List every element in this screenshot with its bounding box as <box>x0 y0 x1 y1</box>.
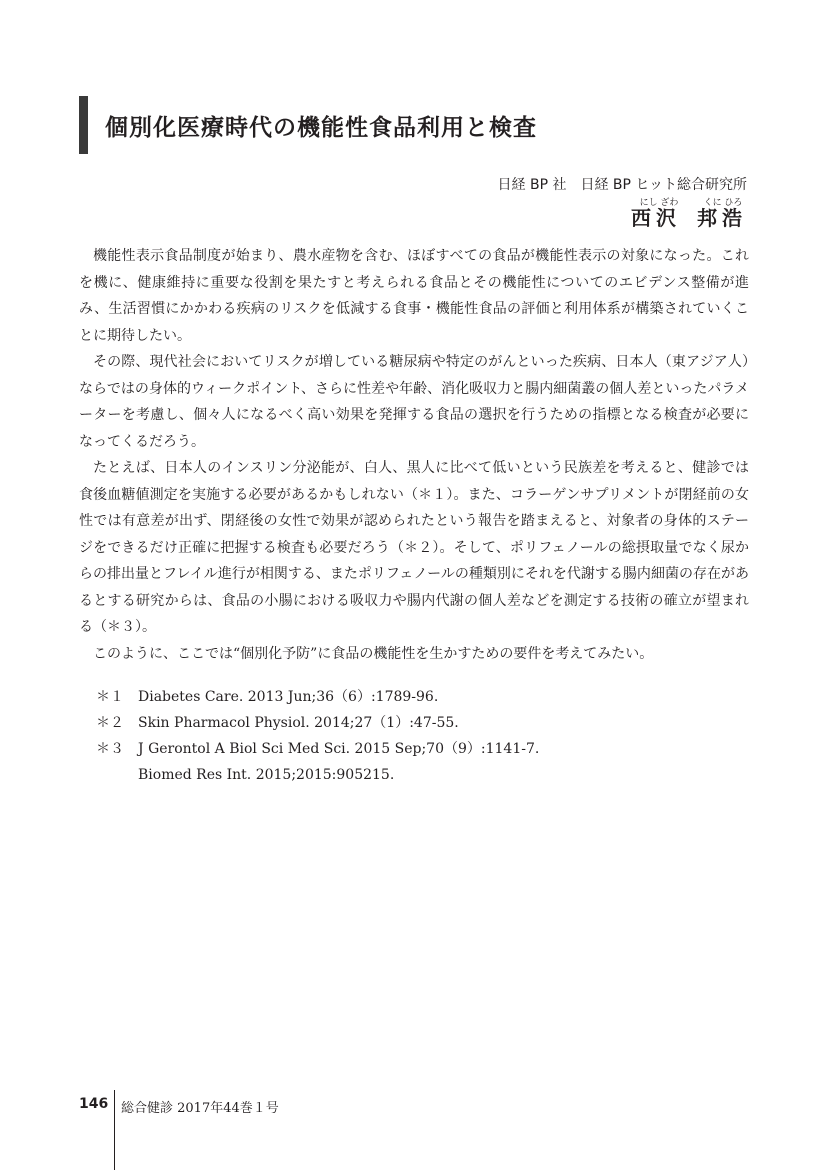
reference-mark: ＊２ <box>96 715 124 731</box>
family-name-ruby: にし ざわ <box>639 198 679 208</box>
reference-item <box>96 684 539 710</box>
given-name-ruby: くに ひろ <box>703 198 743 208</box>
reference-text: Diabetes Care. 2013 Jun;36（6）:1789-96. <box>138 689 439 705</box>
reference-list <box>96 684 539 788</box>
reference-item <box>96 710 539 736</box>
reference-mark: ＊１ <box>96 689 124 705</box>
reference-item <box>96 762 539 788</box>
footer-divider <box>114 1090 115 1170</box>
journal-citation: 総合健診 2017年44巻１号 <box>121 1101 279 1116</box>
paragraph: 機能性表示食品制度が始まり、農水産物を含む、ほぼすべての食品が機能性表示の対象になった。これを機に、健康維持に重要な役割を果たすと考えられる食品とその機能性についてのエビデンス整備が進み、生活習慣にかかわる疾病のリスクを低減する食事・機能性食品の評価と利用体系が構築されていくことに期待したい。 <box>79 248 749 344</box>
reference-text: Skin Pharmacol Physiol. 2014;27（1）:47-55. <box>138 715 459 731</box>
reference-text: Biomed Res Int. 2015;2015:905215. <box>138 767 395 783</box>
paragraph: たとえば、日本人のインスリン分泌能が、白人、黒人に比べて低いという民族差を考えると、健診では食後血糖値測定を実施する必要があるかもしれない（＊１）。また、コラーゲンサプリメントが閉経前の女性では有意差が出ず、閉経後の女性で効果が認められたという報告を踏まえると、対象者の身体的ステージをできるだけ正確に把握する検査も必要だろう（＊２）。そして、ポリフェノールの総摂取量でなく尿からの排出量とフレイル進行が相関する、またポリフェノールの種類別にそれを代謝する腸内細菌の存在があるとする研究からは、食品の小腸における吸収力や腸内代謝の個人差などを測定する技術の確立が望まれる（＊３）。 <box>79 460 749 635</box>
paragraph: その際、現代社会においてリスクが増している糖尿病や特定のがんといった疾病、日本人（東アジア人）ならではの身体的ウィークポイント、さらに性差や年齢、消化吸収力と腸内細菌叢の個人差といったパラメーターを考慮し、個々人になるべく高い効果を発揮する食品の選択を行うための指標となる検査が必要になってくるだろう。 <box>79 354 749 450</box>
author-family-name: 西沢 <box>631 206 681 230</box>
title-accent-bar <box>79 96 88 154</box>
reference-mark <box>96 762 138 788</box>
title-block <box>79 96 537 154</box>
author-affiliation: 日経 BP 社 日経 BP ヒット総合研究所 <box>497 177 747 193</box>
article-title: 個別化医療時代の機能性食品利用と検査 <box>105 114 537 141</box>
page-number: 146 <box>79 1096 109 1112</box>
author-given-name: 邦浩 <box>697 206 747 230</box>
reference-item <box>96 736 539 762</box>
article-body <box>79 243 749 667</box>
reference-mark: ＊３ <box>96 741 124 757</box>
author-name <box>631 202 747 231</box>
reference-text: J Gerontol A Biol Sci Med Sci. 2015 Sep;70（9）:1141-7. <box>138 741 540 757</box>
paragraph: このように、ここでは“個別化予防”に食品の機能性を生かすための要件を考えてみたい。 <box>93 645 654 662</box>
